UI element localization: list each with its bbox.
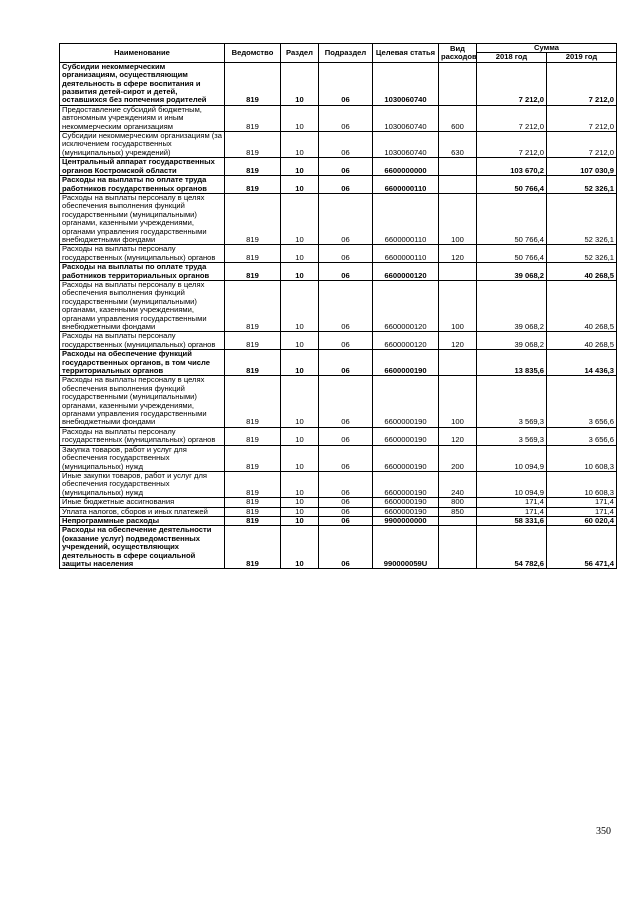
- row-2019: 7 212,0: [547, 132, 617, 158]
- row-kind: 100: [439, 280, 477, 331]
- table-row: [60, 105, 617, 131]
- row-2018: 54 782,6: [477, 526, 547, 569]
- row-target: 9900000000: [373, 516, 439, 525]
- row-kind: 120: [439, 427, 477, 445]
- row-2018: 7 212,0: [477, 132, 547, 158]
- row-2019: 40 268,5: [547, 280, 617, 331]
- col-2019-header: 2019 год: [547, 53, 617, 62]
- row-2019: 56 471,4: [547, 526, 617, 569]
- row-kind: [439, 176, 477, 194]
- row-name: Центральный аппарат государственных органов Костромской области: [60, 158, 225, 176]
- row-target: 1030060740: [373, 62, 439, 105]
- row-section: 10: [281, 263, 319, 281]
- row-section: 10: [281, 105, 319, 131]
- row-dept: 819: [225, 263, 281, 281]
- row-2019: 52 326,1: [547, 245, 617, 263]
- row-2018: 3 569,3: [477, 376, 547, 427]
- row-dept: 819: [225, 193, 281, 244]
- row-subsection: 06: [319, 158, 373, 176]
- row-section: 10: [281, 471, 319, 497]
- row-name: Расходы на выплаты персоналу государственных (муниципальных) органов: [60, 332, 225, 350]
- row-target: 6600000120: [373, 263, 439, 281]
- row-target: 6600000190: [373, 350, 439, 376]
- row-target: 6600000120: [373, 332, 439, 350]
- row-dept: 819: [225, 245, 281, 263]
- table-row: [60, 445, 617, 471]
- row-2018: 50 766,4: [477, 245, 547, 263]
- row-2018: 10 094,9: [477, 445, 547, 471]
- row-subsection: 06: [319, 350, 373, 376]
- col-sum-header: Сумма: [477, 44, 617, 53]
- row-section: 10: [281, 350, 319, 376]
- row-target: 6600000110: [373, 193, 439, 244]
- row-kind: 120: [439, 332, 477, 350]
- row-2019: 7 212,0: [547, 62, 617, 105]
- row-subsection: 06: [319, 132, 373, 158]
- row-subsection: 06: [319, 280, 373, 331]
- row-2019: 3 656,6: [547, 376, 617, 427]
- row-2018: 50 766,4: [477, 193, 547, 244]
- row-dept: 819: [225, 132, 281, 158]
- row-kind: [439, 526, 477, 569]
- col-name-header: Наименование: [60, 44, 225, 63]
- table-row: [60, 158, 617, 176]
- row-2019: 40 268,5: [547, 263, 617, 281]
- row-section: 10: [281, 193, 319, 244]
- row-name: Расходы на выплаты персоналу в целях обеспечения выполнения функций государственными (муниципальными) органами, казенными учреждениями, органами управления государственными внебюджетными фондами: [60, 193, 225, 244]
- col-kind-header: Вид расходов: [439, 44, 477, 63]
- row-target: 6600000110: [373, 176, 439, 194]
- row-dept: 819: [225, 280, 281, 331]
- row-section: 10: [281, 176, 319, 194]
- col-subsection-header: Подраздел: [319, 44, 373, 63]
- row-2018: 171,4: [477, 507, 547, 516]
- row-name: Закупка товаров, работ и услуг для обеспечения государственных (муниципальных) нужд: [60, 445, 225, 471]
- row-section: 10: [281, 332, 319, 350]
- row-name: Предоставление субсидий бюджетным, автономным учреждениям и иным некоммерческим организациям: [60, 105, 225, 131]
- row-name: Расходы на выплаты по оплате труда работников государственных органов: [60, 176, 225, 194]
- row-2019: 60 020,4: [547, 516, 617, 525]
- row-section: 10: [281, 427, 319, 445]
- table-row: [60, 245, 617, 263]
- col-target-header: Целевая статья: [373, 44, 439, 63]
- row-2018: 13 835,6: [477, 350, 547, 376]
- row-2018: 10 094,9: [477, 471, 547, 497]
- row-section: 10: [281, 158, 319, 176]
- row-kind: 600: [439, 105, 477, 131]
- row-2018: 39 068,2: [477, 263, 547, 281]
- table-row: [60, 193, 617, 244]
- row-subsection: 06: [319, 263, 373, 281]
- table-row: [60, 427, 617, 445]
- row-2019: 52 326,1: [547, 193, 617, 244]
- row-name: Иные закупки товаров, работ и услуг для обеспечения государственных (муниципальных) нужд: [60, 471, 225, 497]
- row-name: Субсидии некоммерческим организациям, осуществляющим деятельность в сфере воспитания и развития детей-сирот и детей, оставшихся без попечения родителей: [60, 62, 225, 105]
- row-name: Расходы на обеспечение деятельности (оказание услуг) подведомственных учреждений, осуществляющих деятельность в сфере социальной защиты населения: [60, 526, 225, 569]
- table-row: [60, 332, 617, 350]
- table-body: [60, 62, 617, 569]
- row-subsection: 06: [319, 105, 373, 131]
- row-name: Расходы на выплаты по оплате труда работников территориальных органов: [60, 263, 225, 281]
- row-dept: 819: [225, 507, 281, 516]
- row-subsection: 06: [319, 507, 373, 516]
- row-dept: 819: [225, 105, 281, 131]
- row-2018: 39 068,2: [477, 280, 547, 331]
- row-2018: 3 569,3: [477, 427, 547, 445]
- row-2018: 7 212,0: [477, 105, 547, 131]
- row-dept: 819: [225, 471, 281, 497]
- row-name: Расходы на выплаты персоналу в целях обеспечения выполнения функций государственными (муниципальными) органами, казенными учреждениями, органами управления государственными внебюджетными фондами: [60, 376, 225, 427]
- row-2018: 39 068,2: [477, 332, 547, 350]
- row-section: 10: [281, 376, 319, 427]
- row-name: Расходы на выплаты персоналу государственных (муниципальных) органов: [60, 427, 225, 445]
- row-2019: 171,4: [547, 507, 617, 516]
- row-kind: 240: [439, 471, 477, 497]
- row-dept: 819: [225, 62, 281, 105]
- row-dept: 819: [225, 332, 281, 350]
- table-row: [60, 471, 617, 497]
- row-dept: 819: [225, 158, 281, 176]
- row-target: 6600000190: [373, 507, 439, 516]
- table-row: [60, 526, 617, 569]
- row-2018: 103 670,2: [477, 158, 547, 176]
- row-2019: 14 436,3: [547, 350, 617, 376]
- row-dept: 819: [225, 350, 281, 376]
- row-dept: 819: [225, 445, 281, 471]
- row-dept: 819: [225, 176, 281, 194]
- row-name: Расходы на обеспечение функций государственных органов, в том числе территориальных органов: [60, 350, 225, 376]
- row-kind: 100: [439, 193, 477, 244]
- table-row: [60, 62, 617, 105]
- row-subsection: 06: [319, 445, 373, 471]
- row-subsection: 06: [319, 176, 373, 194]
- row-target: 1030060740: [373, 132, 439, 158]
- row-name: Субсидии некоммерческим организациям (за исключением государственных (муниципальных) учреждений): [60, 132, 225, 158]
- row-section: 10: [281, 245, 319, 263]
- row-section: 10: [281, 445, 319, 471]
- row-section: 10: [281, 62, 319, 105]
- row-name: Непрограммные расходы: [60, 516, 225, 525]
- table-row: [60, 263, 617, 281]
- page-number: 350: [596, 826, 611, 837]
- row-2019: 107 030,9: [547, 158, 617, 176]
- row-2018: 50 766,4: [477, 176, 547, 194]
- row-subsection: 06: [319, 245, 373, 263]
- row-subsection: 06: [319, 526, 373, 569]
- row-kind: 120: [439, 245, 477, 263]
- row-subsection: 06: [319, 193, 373, 244]
- row-2018: 171,4: [477, 498, 547, 507]
- row-dept: 819: [225, 498, 281, 507]
- row-subsection: 06: [319, 471, 373, 497]
- row-section: 10: [281, 516, 319, 525]
- table-row: [60, 498, 617, 507]
- row-name: Уплата налогов, сборов и иных платежей: [60, 507, 225, 516]
- row-kind: 800: [439, 498, 477, 507]
- row-target: 6600000110: [373, 245, 439, 263]
- row-subsection: 06: [319, 62, 373, 105]
- row-2018: 58 331,6: [477, 516, 547, 525]
- row-name: Расходы на выплаты персоналу в целях обеспечения выполнения функций государственными (муниципальными) органами, казенными учреждениями, органами управления государственными внебюджетными фондами: [60, 280, 225, 331]
- budget-table: [59, 43, 617, 569]
- row-target: 6600000120: [373, 280, 439, 331]
- row-kind: [439, 350, 477, 376]
- row-2019: 3 656,6: [547, 427, 617, 445]
- row-kind: [439, 62, 477, 105]
- row-target: 990000059U: [373, 526, 439, 569]
- row-2019: 7 212,0: [547, 105, 617, 131]
- row-dept: 819: [225, 376, 281, 427]
- row-2019: 52 326,1: [547, 176, 617, 194]
- row-dept: 819: [225, 526, 281, 569]
- row-section: 10: [281, 507, 319, 516]
- table-row: [60, 280, 617, 331]
- row-target: 6600000000: [373, 158, 439, 176]
- row-target: 6600000190: [373, 471, 439, 497]
- row-section: 10: [281, 132, 319, 158]
- row-target: 6600000190: [373, 376, 439, 427]
- row-kind: [439, 516, 477, 525]
- row-kind: 200: [439, 445, 477, 471]
- row-target: 1030060740: [373, 105, 439, 131]
- row-section: 10: [281, 280, 319, 331]
- row-dept: 819: [225, 516, 281, 525]
- row-2019: 40 268,5: [547, 332, 617, 350]
- row-kind: 630: [439, 132, 477, 158]
- table-row: [60, 376, 617, 427]
- row-2019: 10 608,3: [547, 471, 617, 497]
- row-subsection: 06: [319, 516, 373, 525]
- header-row-1: [60, 44, 617, 53]
- table-row: [60, 350, 617, 376]
- row-2019: 10 608,3: [547, 445, 617, 471]
- table-row: [60, 176, 617, 194]
- row-2018: 7 212,0: [477, 62, 547, 105]
- row-kind: 850: [439, 507, 477, 516]
- row-name: Расходы на выплаты персоналу государственных (муниципальных) органов: [60, 245, 225, 263]
- row-section: 10: [281, 526, 319, 569]
- row-kind: [439, 263, 477, 281]
- row-kind: [439, 158, 477, 176]
- row-subsection: 06: [319, 376, 373, 427]
- col-2018-header: 2018 год: [477, 53, 547, 62]
- row-section: 10: [281, 498, 319, 507]
- row-kind: 100: [439, 376, 477, 427]
- row-subsection: 06: [319, 427, 373, 445]
- row-2019: 171,4: [547, 498, 617, 507]
- col-section-header: Раздел: [281, 44, 319, 63]
- table-row: [60, 132, 617, 158]
- row-dept: 819: [225, 427, 281, 445]
- row-target: 6600000190: [373, 445, 439, 471]
- row-subsection: 06: [319, 498, 373, 507]
- row-subsection: 06: [319, 332, 373, 350]
- col-dept-header: Ведомство: [225, 44, 281, 63]
- row-name: Иные бюджетные ассигнования: [60, 498, 225, 507]
- row-target: 6600000190: [373, 498, 439, 507]
- row-target: 6600000190: [373, 427, 439, 445]
